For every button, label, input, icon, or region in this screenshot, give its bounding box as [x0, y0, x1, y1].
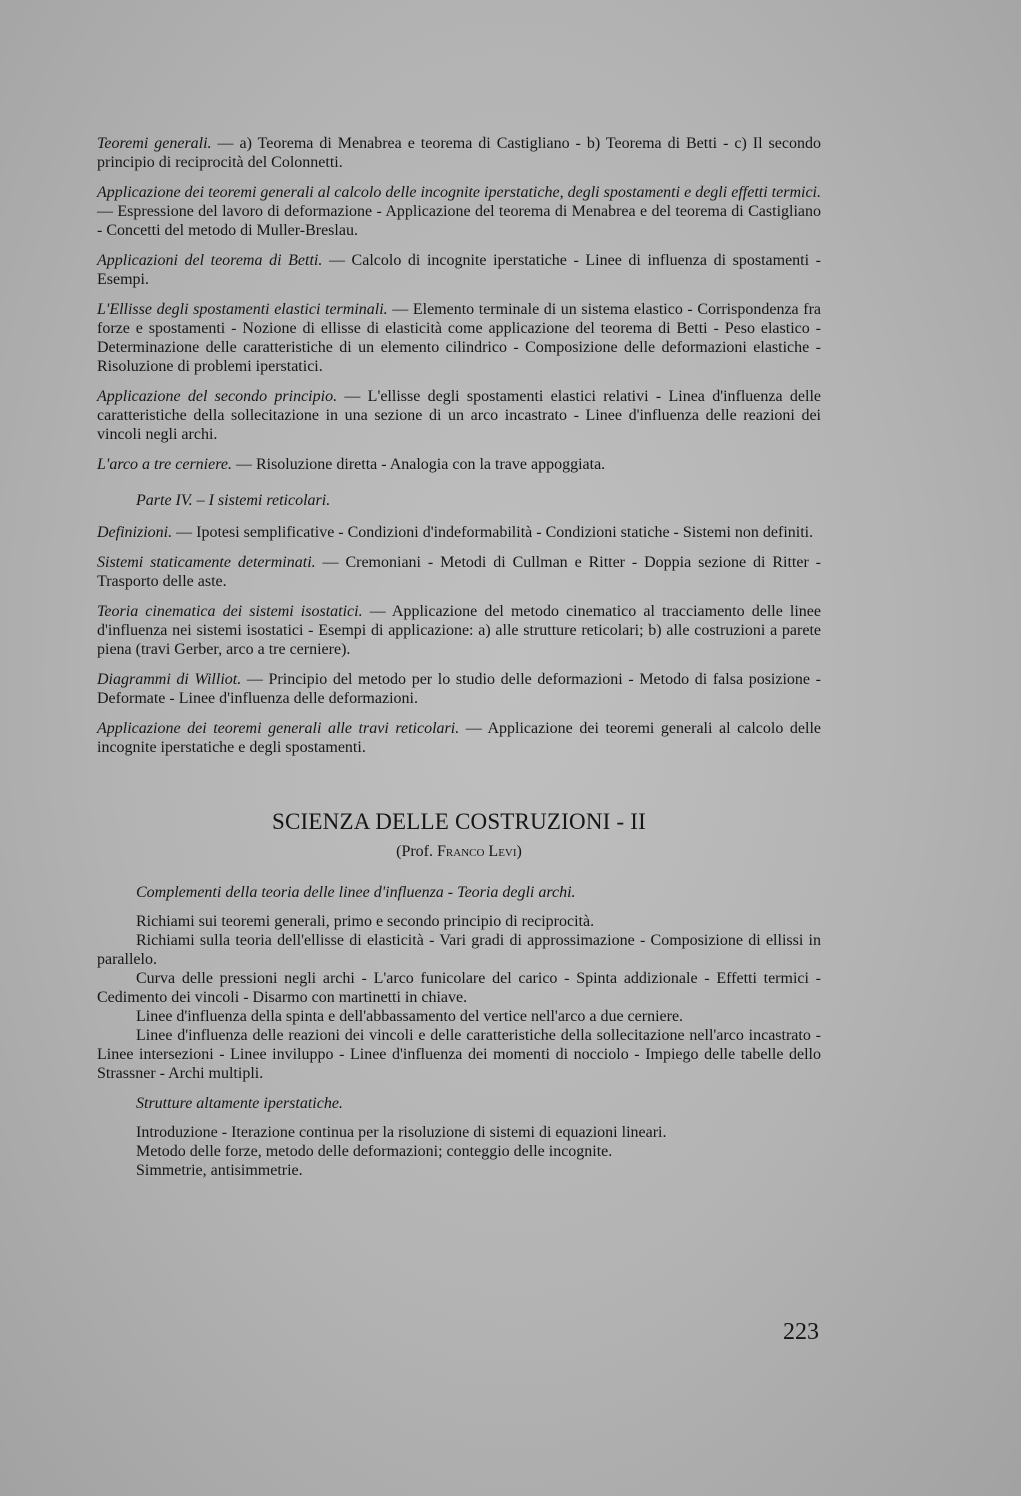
paragraph-text: — Principio del metodo per lo studio delle deformazioni - Metodo di falsa posizione - Deformate - Linee d'influenza delle deformazioni. — [97, 671, 822, 707]
professor-prefix: (Prof. — [396, 843, 438, 860]
paragraph-title: Applicazioni del teorema di Betti. — [97, 252, 323, 269]
paragraph-text: — Applicazione dei teoremi generali al calcolo delle incognite iperstatiche e degli spostamenti. — [97, 720, 821, 756]
paragraph-text: — Risoluzione diretta - Analogia con la trave appoggiata. — [231, 456, 606, 473]
paragraph-title: Teoria cinematica dei sistemi isostatici. — [97, 603, 363, 620]
paragraph-applicazione-teoremi — [97, 183, 821, 240]
list-item: Richiami sulla teoria dell'ellisse di elasticità - Vari gradi di approssimazione - Composizione di ellissi in parallelo. — [97, 932, 821, 968]
paragraph-ellisse — [97, 300, 821, 376]
paragraph-title: L'Ellisse degli spostamenti elastici terminali. — [97, 301, 388, 318]
paragraph-williot — [97, 670, 821, 708]
subheading-linee-influenza: Complementi della teoria delle linee d'influenza - Teoria degli archi. — [136, 884, 576, 901]
paragraph-title: Teoremi generali. — [97, 135, 212, 152]
paragraph-travi-reticolari — [97, 719, 821, 757]
paragraph-title: Sistemi staticamente determinati. — [97, 554, 316, 571]
paragraph-sistemi-staticamente — [97, 553, 821, 591]
subheading-strutture-iperstatiche: Strutture altamente iperstatiche. — [136, 1095, 343, 1112]
paragraph-text: — Cremoniani - Metodi di Cullman e Ritter - Doppia sezione di Ritter - Trasporto delle aste. — [97, 554, 822, 590]
list-item: Curva delle pressioni negli archi - L'arco funicolare del carico - Spinta addizionale - Effetti termici - Cedimento dei vincoli - Disarmo con martinetti in chiave. — [97, 970, 821, 1006]
professor-line — [97, 842, 821, 861]
section-heading: SCIENZA DELLE COSTRUZIONI - II — [272, 809, 646, 834]
list-item: Richiami sui teoremi generali, primo e secondo principio di reciprocità. — [136, 913, 595, 930]
paragraph-definizioni — [97, 523, 821, 542]
list-item: Introduzione - Iterazione continua per la risoluzione di sistemi di equazioni lineari. — [136, 1124, 667, 1141]
part-label: Parte IV. – I sistemi reticolari. — [136, 492, 331, 509]
paragraph-text: — Applicazione del metodo cinematico al tracciamento delle linee d'influenza nei sistemi isostatici - Esempi di applicazione: a) alle strutture reticolari; b) alle costruzioni a parete piena (travi Gerber, arco a tre cerniere). — [97, 603, 822, 658]
paragraph-title: Applicazione del secondo principio. — [97, 388, 338, 405]
paragraph-title: L'arco a tre cerniere. — [97, 456, 232, 473]
paragraph-teoremi-generali — [97, 134, 821, 172]
page-content — [97, 134, 821, 1180]
paragraph-title: Applicazione dei teoremi generali al calcolo delle incognite iperstatiche, degli spostamenti e degli effetti termici. — [97, 184, 821, 201]
paragraph-text: — Espressione del lavoro di deformazione - Applicazione del teorema di Menabrea e del teorema di Castigliano - Concetti del metodo di Muller-Breslau. — [97, 203, 821, 239]
paragraph-text: — Ipotesi semplificative - Condizioni d'indeformabilità - Condizioni statiche - Sistemi non definiti. — [172, 524, 814, 541]
paragraph-arco-tre-cerniere — [97, 455, 821, 474]
paragraph-text: — a) Teorema di Menabrea e teorema di Castigliano - b) Teorema di Betti - c) Il secondo principio di reciprocità del Colonnetti. — [97, 135, 821, 171]
professor-name: Franco Levi — [437, 843, 517, 860]
paragraph-text: — L'ellisse degli spostamenti elastici relativi - Linea d'influenza delle caratteristiche della sollecitazione in una sezione di un arco incastrato - Linee d'influenza delle reazioni dei vincoli negli archi. — [97, 388, 821, 443]
list-item: Linee d'influenza della spinta e dell'abbassamento del vertice nell'arco a due cerniere. — [136, 1008, 684, 1025]
paragraph-text: — Elemento terminale di un sistema elastico - Corrispondenza fra forze e spostamenti - Nozione di ellisse di elasticità come applicazione del teorema di Betti - Peso elastico - Determinazione delle caratteristiche di un elemento cilindrico - Composizione delle deformazioni elastiche - Risoluzione di problemi iperstatici. — [97, 301, 822, 375]
page-number: 223 — [783, 1319, 819, 1345]
paragraph-title: Applicazione dei teoremi generali alle travi reticolari. — [97, 720, 460, 737]
paragraph-title: Diagrammi di Williot. — [97, 671, 242, 688]
list-item: Linee d'influenza delle reazioni dei vincoli e delle caratteristiche della sollecitazione nell'arco incastrato - Linee intersezioni - Linee inviluppo - Linee d'influenza dei momenti di nocciolo - Impiego delle tabelle dello Strassner - Archi multipli. — [97, 1027, 821, 1082]
list-item: Simmetrie, antisimmetrie. — [136, 1162, 303, 1179]
paragraph-title: Definizioni. — [97, 524, 173, 541]
paragraph-applicazioni-betti — [97, 251, 821, 289]
professor-suffix: ) — [516, 843, 522, 860]
paragraph-text: — Calcolo di incognite iperstatiche - Linee di influenza di spostamenti - Esempi. — [97, 252, 822, 288]
list-item: Metodo delle forze, metodo delle deformazioni; conteggio delle incognite. — [136, 1143, 613, 1160]
paragraph-secondo-principio — [97, 387, 821, 444]
paragraph-teoria-cinematica — [97, 602, 821, 659]
